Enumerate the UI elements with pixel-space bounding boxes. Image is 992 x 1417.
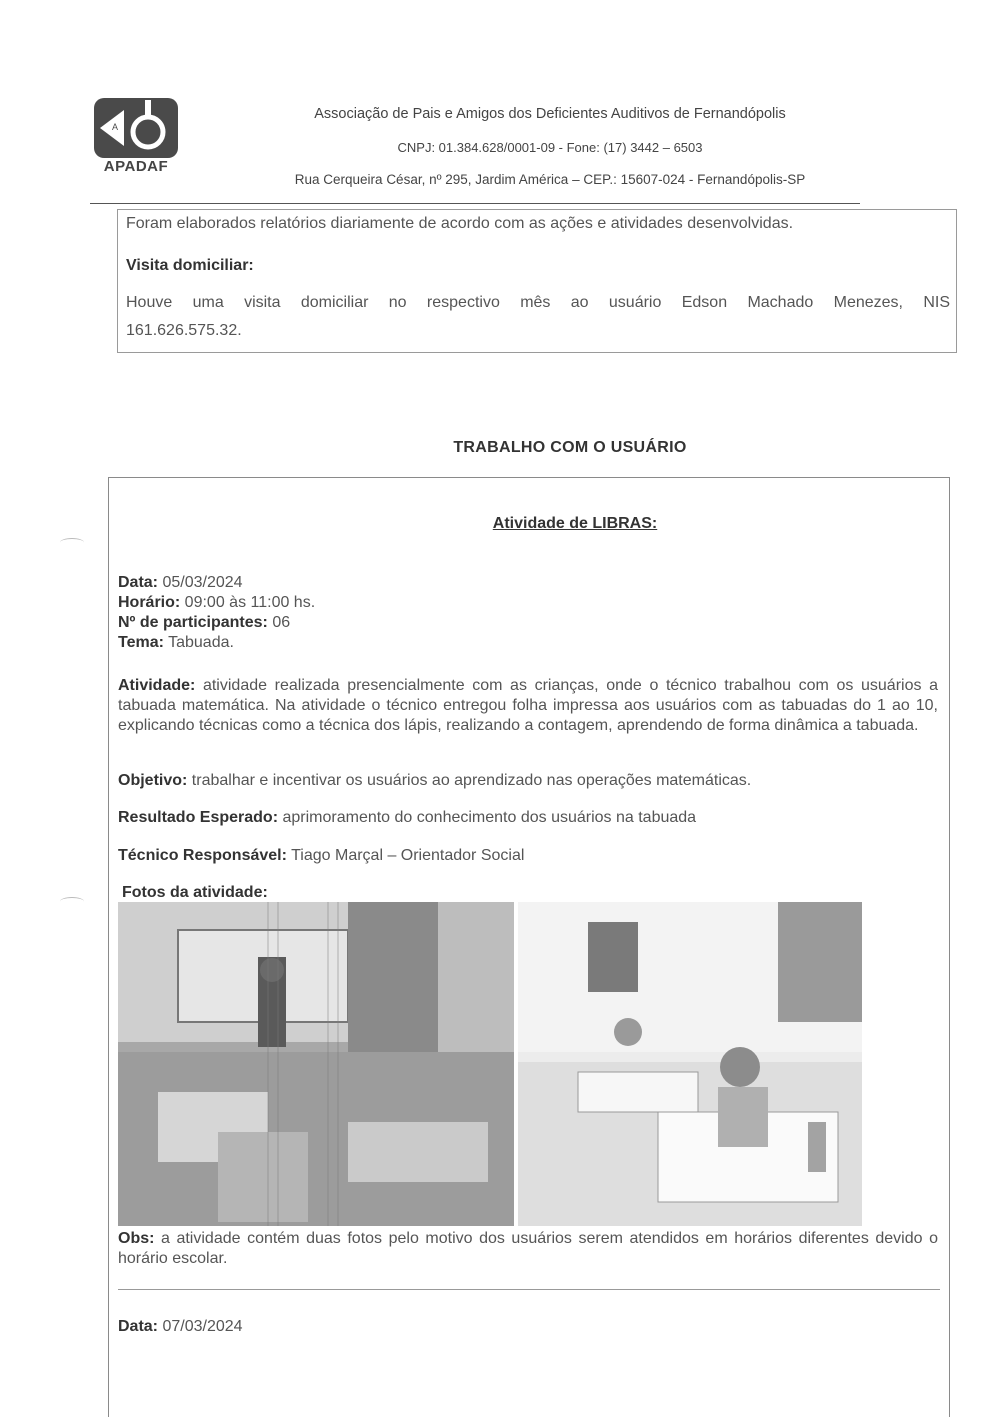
expected-result-text: aprimoramento do conhecimento dos usuários na tabuada xyxy=(278,809,697,826)
objective-label: Objetivo: xyxy=(118,772,188,789)
reports-text: Foram elaborados relatórios diariamente de acordo com as ações e atividades desenvolvidas. xyxy=(126,215,794,232)
activity-photo-1 xyxy=(118,902,514,1226)
activity-photo-2 xyxy=(518,902,862,1226)
theme-field xyxy=(118,633,234,653)
next-date-value: 07/03/2024 xyxy=(158,1318,243,1335)
organization-name: Associação de Pais e Amigos dos Deficientes Auditivos de Fernandópolis xyxy=(314,106,786,122)
svg-text:A: A xyxy=(112,122,119,132)
activity-label: Atividade: xyxy=(118,677,196,694)
logo-text: APADAF xyxy=(103,158,169,175)
objective-text: trabalhar e incentivar os usuários ao aprendizado nas operações matemáticas. xyxy=(187,772,752,789)
theme-label: Tema: xyxy=(118,634,164,651)
participants-value: 06 xyxy=(267,614,291,631)
entry-divider xyxy=(118,1289,940,1290)
participants-field xyxy=(118,613,290,633)
date-field xyxy=(118,573,243,593)
punch-hole-mark xyxy=(60,538,84,547)
cnpj-phone: CNPJ: 01.384.628/0001-09 - Fone: (17) 3442 – 6503 xyxy=(397,140,703,155)
observation-label: Obs: xyxy=(118,1230,155,1247)
date-value: 05/03/2024 xyxy=(158,574,243,591)
observation-field xyxy=(118,1229,938,1269)
apadaf-logo xyxy=(90,96,182,176)
expected-result-label: Resultado Esperado: xyxy=(118,809,279,826)
address: Rua Cerqueira César, nº 295, Jardim América – CEP.: 15607-024 - Fernandópolis-SP xyxy=(294,172,806,187)
punch-hole-mark xyxy=(60,897,84,906)
visit-text-line1: Houve uma visita domiciliar no respectivo mês ao usuário Edson Machado Menezes, NIS xyxy=(126,294,950,311)
date-label: Data: xyxy=(118,574,159,591)
activity-text: atividade realizada presencialmente com as crianças, onde o técnico trabalhou com os usuários a tabuada matemática. Na atividade o técnico entregou folha impressa aos usuários com as tabuadas do 1 ao 10, explicando técnicas como a técnica dos lápis, realizando a contagem, aprendendo de forma dinâmica a tabuada. xyxy=(118,677,938,734)
responsible-tech-label: Técnico Responsável: xyxy=(118,847,287,864)
time-value: 09:00 às 11:00 hs. xyxy=(180,594,316,611)
activity-description xyxy=(118,676,938,736)
activity-title: Atividade de LIBRAS: xyxy=(492,515,658,532)
observation-text: a atividade contém duas fotos pelo motivo dos usuários serem atendidos em horários diferentes devido o horário escolar. xyxy=(118,1230,938,1267)
header-divider xyxy=(90,203,860,204)
responsible-tech-field xyxy=(118,846,938,866)
expected-result-field xyxy=(118,808,938,828)
participants-label: Nº de participantes: xyxy=(118,614,268,631)
time-field xyxy=(118,593,315,613)
next-date-label: Data: xyxy=(118,1318,159,1335)
section-title: TRABALHO COM O USUÁRIO xyxy=(453,439,687,456)
theme-value: Tabuada. xyxy=(163,634,234,651)
photos-heading: Fotos da atividade: xyxy=(122,884,268,901)
visit-text-line2: 161.626.575.32. xyxy=(126,322,242,339)
objective-field xyxy=(118,771,938,791)
responsible-tech-text: Tiago Marçal – Orientador Social xyxy=(286,847,525,864)
time-label: Horário: xyxy=(118,594,181,611)
visit-heading: Visita domiciliar: xyxy=(126,257,254,274)
next-date-field xyxy=(118,1317,243,1337)
